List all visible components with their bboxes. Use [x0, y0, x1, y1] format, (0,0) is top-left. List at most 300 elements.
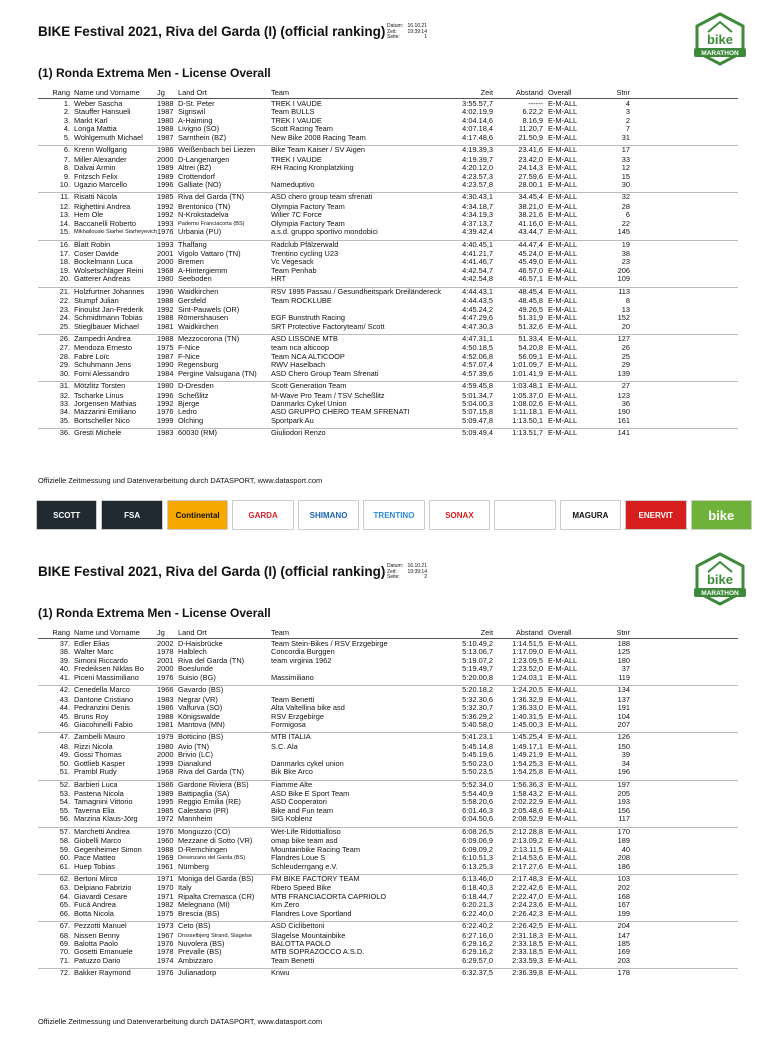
cell-rank: 40.	[59, 665, 70, 674]
cell-jg: 1988	[157, 314, 174, 323]
cell-overall: E-M-ALL	[548, 314, 578, 323]
cell-ort: Drosselbjerg Strand, Slagelse	[178, 932, 252, 939]
cell-name: Schuhmann Jens	[74, 361, 132, 370]
cell-jg: 2000	[157, 665, 174, 674]
cell-rank: 7.	[63, 155, 70, 164]
cell-overall: E-M-ALL	[548, 909, 578, 918]
cell-abstand: 2:05.48,6	[512, 806, 543, 815]
cell-zeit: 4:30.43,1	[462, 193, 493, 202]
cell-overall: E-M-ALL	[548, 429, 578, 438]
cell-stnr: 20	[621, 322, 630, 331]
cell-stnr: 119	[618, 673, 630, 682]
cell-abstand: 8.16,9	[522, 116, 543, 125]
cell-jg: 1976	[157, 969, 174, 978]
cell-team: Massimiliano	[271, 673, 314, 682]
table-row	[38, 173, 738, 181]
cell-team: MTB FRANCIACORTA CAPRIOLO	[271, 892, 387, 901]
cell-jg: 1988	[157, 712, 174, 721]
cell-rank: 60.	[59, 854, 70, 863]
cell-abstand: 1:36.32,9	[512, 695, 543, 704]
cell-name: Zampedri Andrea	[74, 334, 131, 343]
cell-abstand: 1:54.25,3	[512, 759, 543, 768]
cell-name: Stumpf Julian	[74, 297, 119, 306]
cell-overall: E-M-ALL	[548, 228, 578, 237]
cell-rank: 16.	[59, 240, 70, 249]
sponsor-logo: FSA	[101, 500, 162, 530]
cell-jg: 1987	[157, 133, 174, 142]
table-row	[38, 228, 738, 236]
cell-stnr: 208	[617, 854, 630, 863]
cell-zeit: 5:04.00,3	[462, 400, 493, 408]
cell-overall: E-M-ALL	[548, 733, 578, 742]
table-row	[38, 156, 738, 164]
cell-jg: 1976	[157, 228, 174, 237]
cell-team: TREK I VAUDE	[271, 155, 322, 164]
cell-overall: E-M-ALL	[548, 874, 578, 883]
cell-jg: 1975	[157, 909, 174, 918]
cell-rank: 68.	[59, 931, 70, 940]
cell-stnr: 25	[621, 352, 630, 361]
table-row	[38, 713, 738, 721]
cell-team: SRT Protective Factoryteam/ Scott	[271, 322, 385, 331]
cell-overall: E-M-ALL	[548, 352, 578, 361]
cell-overall: E-M-ALL	[548, 695, 578, 704]
cell-overall: E-M-ALL	[548, 287, 578, 296]
cell-rank: 46.	[59, 720, 70, 729]
col-jg: Jg	[157, 628, 165, 637]
cell-jg: 1984	[157, 369, 174, 378]
cell-jg: 1960	[157, 837, 174, 846]
table-row	[38, 323, 738, 331]
cell-abstand: 34.45,4	[518, 193, 543, 202]
cell-name: Balotta Paolo	[74, 940, 118, 948]
cell-abstand: 2:24.23,6	[512, 901, 543, 910]
cell-jg: 1983	[157, 695, 174, 704]
cell-abstand: 2:17.48,3	[512, 874, 543, 883]
cell-abstand: 1:23.09,5	[512, 656, 543, 665]
table-row	[38, 220, 738, 228]
cell-name: Baccanelli Roberto	[74, 219, 137, 228]
cell-jg: 1980	[157, 116, 174, 125]
cell-rank: 12.	[59, 202, 70, 211]
table-row	[38, 297, 738, 305]
cell-stnr: 150	[617, 742, 630, 751]
cell-ort: Mezzane di Sotto (VR)	[178, 837, 253, 846]
cell-name: Gegenheimer Simon	[74, 845, 142, 854]
cell-stnr: 26	[621, 344, 630, 353]
cell-rank: 61.	[59, 862, 70, 871]
cell-ort: Nürnberg	[178, 862, 209, 871]
cell-rank: 64.	[59, 892, 70, 901]
cell-ort: Livigno (SO)	[178, 125, 220, 134]
cell-name: Coser Davide	[74, 250, 119, 258]
cell-team: ASD Ciclibettoni	[271, 922, 325, 931]
cell-team: M-Wave Pro Team / TSV Scheßlitz	[271, 391, 385, 400]
cell-zeit: 5:50.23,0	[462, 759, 493, 768]
cell-name: Tscharke Linus	[74, 391, 124, 400]
cell-rank: 15.	[59, 228, 70, 237]
table-row	[38, 314, 738, 322]
col-rank: Rang	[52, 88, 70, 97]
cell-name: Bakker Raymond	[74, 969, 131, 978]
cell-zeit: 4:50.18,5	[462, 344, 493, 353]
cell-ort: Avio (TN)	[178, 742, 210, 751]
cell-ort: Negrar (VR)	[178, 695, 218, 704]
col-name: Name und Vorname	[74, 628, 140, 637]
cell-name: Walter Marc	[74, 648, 114, 657]
cell-zeit: 4:45.24,2	[462, 305, 493, 314]
table-row	[38, 344, 738, 352]
cell-jg: 1986	[157, 780, 174, 789]
cell-jg: 1993	[157, 219, 174, 228]
cell-ort: 60030 (RM)	[178, 429, 218, 438]
cell-name: Stauffer Hansueli	[74, 108, 131, 117]
cell-stnr: 180	[617, 656, 630, 665]
cell-ort: Gavardo (BS)	[178, 686, 224, 695]
cell-rank: 17.	[59, 250, 70, 258]
cell-ort: Gersfeld	[178, 297, 206, 306]
cell-name: Barbieri Luca	[74, 780, 118, 789]
cell-ort: Ledro	[178, 408, 197, 417]
cell-abstand: 46.57,1	[518, 275, 543, 284]
table-row	[38, 948, 738, 956]
cell-rank: 39.	[59, 656, 70, 665]
cell-zeit: 5:36.29,2	[462, 712, 493, 721]
cell-abstand: 1:08.02,6	[512, 400, 543, 408]
cell-jg: 1985	[157, 806, 174, 815]
cell-name: Righettini Andrea	[74, 202, 131, 211]
cell-zeit: 4:57.07,4	[462, 361, 493, 370]
cell-rank: 11.	[60, 193, 70, 202]
cell-zeit: 4:37.13,7	[462, 219, 493, 228]
cell-ort: Mantova (MN)	[178, 720, 225, 729]
cell-jg: 1981	[157, 322, 174, 331]
cell-jg: 1995	[157, 798, 174, 807]
cell-zeit: 4:34.18,7	[462, 202, 493, 211]
cell-abstand: 1:14.51,5	[512, 640, 543, 648]
cell-name: Forni Alessandro	[74, 369, 130, 378]
cell-stnr: 141	[617, 429, 630, 438]
cell-ort: Regensburg	[178, 361, 219, 370]
cell-ort: Sarnthein (BZ)	[178, 133, 227, 142]
cell-overall: E-M-ALL	[548, 391, 578, 400]
col-name: Name und Vorname	[74, 88, 140, 97]
cell-stnr: 134	[617, 686, 630, 695]
cell-overall: E-M-ALL	[548, 759, 578, 768]
col-overall: Overall	[548, 628, 572, 637]
cell-overall: E-M-ALL	[548, 400, 578, 408]
cell-stnr: 2	[625, 116, 630, 125]
cell-abstand: 2:22.47,0	[512, 892, 543, 901]
cell-rank: 51.	[59, 768, 70, 777]
cell-rank: 8.	[63, 164, 70, 173]
cell-zeit: 6:22.40,2	[462, 922, 493, 931]
cell-rank: 55.	[59, 806, 70, 815]
cell-rank: 23.	[59, 305, 70, 314]
cell-team: Alta Valtellina bike asd	[271, 704, 345, 713]
table-row	[38, 361, 738, 369]
table-row	[38, 674, 738, 682]
table-row	[38, 181, 738, 189]
cell-jg: 1980	[157, 275, 174, 284]
cell-rank: 49.	[59, 751, 70, 760]
cell-stnr: 19	[621, 240, 630, 249]
table-row	[38, 827, 738, 837]
cell-team: Bik Bke Arco	[271, 768, 313, 777]
cell-overall: E-M-ALL	[548, 768, 578, 777]
cell-ort: Weißenbach bei Liezen	[178, 146, 256, 155]
cell-team: TREK I VAUDE	[271, 116, 322, 125]
cell-abstand: 2:33.18,5	[512, 940, 543, 948]
table-row	[38, 117, 738, 125]
cell-abstand: 1:05.37,0	[512, 391, 543, 400]
cell-overall: E-M-ALL	[548, 275, 578, 284]
cell-ort: Reggio Emilia (RE)	[178, 798, 241, 807]
cell-rank: 21.	[59, 287, 70, 296]
cell-abstand: 2:17.27,6	[512, 862, 543, 871]
cell-overall: E-M-ALL	[548, 361, 578, 370]
cell-stnr: 17	[621, 146, 630, 155]
cell-jg: 1989	[157, 172, 174, 181]
cell-stnr: 203	[617, 956, 630, 965]
cell-ort: Ripalta Cremasca (CR)	[178, 892, 255, 901]
cell-abstand: 2:26.42,5	[512, 922, 543, 931]
cell-name: Gossi Thomas	[74, 751, 122, 760]
meta-value: 2	[424, 574, 427, 580]
table-row	[38, 108, 738, 116]
cell-team: RH Racing Kronplatzking	[271, 164, 354, 173]
cell-stnr: 156	[617, 806, 630, 815]
cell-abstand: 1:23.52,0	[512, 665, 543, 674]
table-row	[38, 258, 738, 266]
cell-abstand: 2:36.39,8	[512, 969, 543, 978]
cell-name: Cenedella Marco	[74, 686, 130, 695]
cell-overall: E-M-ALL	[548, 133, 578, 142]
cell-zeit: 5:19.07,2	[462, 656, 493, 665]
cell-name: Gatterer Andreas	[74, 275, 131, 284]
cell-team: Mountainbike Racing Team	[271, 845, 361, 854]
cell-team: Bike and Fun team	[271, 806, 334, 815]
cell-name: Mazzarini Emiliano	[74, 408, 137, 417]
col-team: Team	[271, 628, 290, 637]
cell-rank: 52.	[59, 780, 70, 789]
cell-ort: Waidkirchen	[178, 322, 219, 331]
cell-rank: 57.	[59, 827, 70, 836]
cell-zeit: 4:23.57,8	[462, 180, 493, 189]
cell-stnr: 137	[617, 695, 630, 704]
cell-stnr: 8	[625, 297, 630, 306]
cell-team: team virginia 1962	[271, 656, 332, 665]
cell-zeit: 4:19.39,3	[462, 146, 493, 155]
cell-ort: Königswalde	[178, 712, 220, 721]
cell-team: RSV Erzgebirge	[271, 712, 324, 721]
cell-team: RSV 1895 Passau / Gesundheitspark Dreiländereck	[271, 287, 442, 296]
cell-jg: 1992	[157, 305, 174, 314]
cell-overall: E-M-ALL	[548, 211, 578, 220]
cell-rank: 69.	[59, 940, 70, 948]
cell-team: S.C. Ala	[271, 742, 298, 751]
col-stnr: Stnr	[616, 88, 630, 97]
cell-abstand: 45.24,0	[518, 250, 543, 258]
cell-abstand: 56.09,1	[518, 352, 543, 361]
table-row	[38, 704, 738, 712]
cell-abstand: 1:45.25,4	[512, 733, 543, 742]
cell-ort: Italy	[178, 884, 192, 893]
cell-team: Olympia Factory Team	[271, 202, 345, 211]
cell-jg: 1973	[157, 922, 174, 931]
svg-text:bike: bike	[706, 32, 734, 47]
meta-label: Seite:	[387, 574, 400, 580]
cell-zeit: 6:18.44,7	[462, 892, 493, 901]
cell-ort: D-Langenargen	[178, 155, 230, 164]
col-jg: Jg	[157, 88, 165, 97]
cell-team: Olympia Factory Team	[271, 219, 345, 228]
cell-stnr: 15	[621, 172, 630, 181]
cell-overall: E-M-ALL	[548, 369, 578, 378]
cell-stnr: 145	[617, 228, 630, 237]
cell-jg: 1999	[157, 759, 174, 768]
table-row	[38, 381, 738, 391]
cell-stnr: 193	[617, 798, 630, 807]
table-row	[38, 921, 738, 931]
cell-ort: Ambizzaro	[178, 956, 213, 965]
cell-abstand: 1:40.31,5	[512, 712, 543, 721]
cell-team: Rbero Speed Bike	[271, 884, 331, 893]
cell-overall: E-M-ALL	[548, 164, 578, 173]
cell-abstand: 28.00,1	[518, 180, 543, 189]
cell-abstand: 38.21,6	[518, 211, 543, 220]
cell-jg: 1968	[157, 266, 174, 275]
cell-jg: 1971	[157, 892, 174, 901]
cell-stnr: 205	[617, 790, 630, 798]
page-title: BIKE Festival 2021, Riva del Garda (I) (official ranking)	[38, 24, 386, 39]
cell-name: Fabre Loïc	[74, 352, 110, 361]
cell-jg: 1992	[157, 400, 174, 408]
cell-stnr: 189	[617, 837, 630, 846]
table-row	[38, 100, 738, 108]
cell-abstand: 6.22,2	[522, 108, 543, 117]
cell-rank: 54.	[59, 798, 70, 807]
cell-rank: 28.	[59, 352, 70, 361]
results-table	[38, 640, 738, 979]
table-row	[38, 640, 738, 648]
cell-jg: 1996	[157, 287, 174, 296]
cell-ort: Mannheim	[178, 815, 213, 824]
cell-ort: Gardone Riviera (BS)	[178, 780, 249, 789]
cell-jg: 1974	[157, 956, 174, 965]
cell-overall: E-M-ALL	[548, 673, 578, 682]
cell-ort: F-Nice	[178, 344, 200, 353]
table-row	[38, 968, 738, 978]
table-row	[38, 846, 738, 854]
cell-zeit: 3:55.57,7	[462, 100, 493, 108]
table-row	[38, 854, 738, 862]
cell-overall: E-M-ALL	[548, 266, 578, 275]
bike-marathon-logo	[692, 552, 748, 608]
cell-rank: 19.	[59, 266, 70, 275]
page-title: BIKE Festival 2021, Riva del Garda (I) (official ranking)	[38, 564, 386, 579]
cell-name: Mikhailouski Siarhei Siarheyevich	[74, 229, 158, 236]
results-table	[38, 100, 738, 439]
cell-zeit: 6:20.21,3	[462, 901, 493, 910]
cell-ort: N-Krokstadelva	[178, 211, 229, 220]
cell-name: Gottlieb Kasper	[74, 759, 125, 768]
cell-name: Ugazio Marcello	[74, 180, 127, 189]
cell-team: Sportpark Au	[271, 416, 314, 425]
cell-abstand: 1:03.48,1	[512, 382, 543, 391]
table-row	[38, 250, 738, 258]
table-row	[38, 428, 738, 438]
cell-jg: 1978	[157, 948, 174, 957]
cell-name: Marchetti Andrea	[74, 827, 130, 836]
cell-jg: 1987	[157, 108, 174, 117]
cell-jg: 1975	[157, 344, 174, 353]
cell-team: Wet-Life Ridottialloso	[271, 827, 341, 836]
cell-stnr: 12	[621, 164, 630, 173]
cell-overall: E-M-ALL	[548, 382, 578, 391]
cell-stnr: 27	[621, 382, 630, 391]
cell-name: Risatti Nicola	[74, 193, 118, 202]
cell-ort: Scheßlitz	[178, 391, 209, 400]
cell-stnr: 4	[625, 100, 630, 108]
table-row	[38, 203, 738, 211]
col-zeit: Zeit	[480, 628, 493, 637]
cell-team: Trentino cycling U23	[271, 250, 339, 258]
sponsor-logo: GARDA	[232, 500, 293, 530]
cell-team: Concordia Burggen	[271, 648, 335, 657]
cell-rank: 42.	[59, 686, 70, 695]
cell-jg: 1976	[157, 940, 174, 948]
col-team: Team	[271, 88, 290, 97]
cell-zeit: 5:19.49,7	[462, 665, 493, 674]
cell-stnr: 147	[617, 931, 630, 940]
cell-jg: 1996	[157, 391, 174, 400]
cell-jg: 1981	[157, 720, 174, 729]
cell-stnr: 7	[625, 125, 630, 134]
meta-value: 19:39:14	[407, 28, 427, 35]
cell-abstand: 2:02.22,9	[512, 798, 543, 807]
section-title: (1) Ronda Extrema Men - License Overall	[38, 66, 271, 80]
cell-stnr: 37	[621, 665, 630, 674]
table-row	[38, 685, 738, 695]
result-page-1	[0, 0, 768, 523]
cell-team: Giuliodori Renzo	[271, 429, 326, 438]
cell-overall: E-M-ALL	[548, 240, 578, 249]
cell-team: Formigosa	[271, 720, 306, 729]
sponsor-logo: MAGURA	[560, 500, 621, 530]
cell-abstand: ------	[528, 100, 543, 108]
cell-overall: E-M-ALL	[548, 940, 578, 948]
cell-team: New Bike 2008 Racing Team	[271, 133, 366, 142]
cell-rank: 45.	[59, 712, 70, 721]
cell-team: Wilier 7C Force	[271, 211, 322, 220]
cell-abstand: 1:24.20,5	[512, 686, 543, 695]
table-row	[38, 211, 738, 219]
cell-name: Bortscheller Nico	[74, 416, 130, 425]
cell-ort: Vigolo Vattaro (TN)	[178, 250, 241, 258]
cell-zeit: 4:41.46,7	[462, 258, 493, 267]
cell-overall: E-M-ALL	[548, 780, 578, 789]
cell-ort: Paderno Franciacorta (BS)	[178, 220, 245, 227]
cell-abstand: 44.47,4	[518, 240, 543, 249]
cell-jg: 1985	[157, 193, 174, 202]
cell-zeit: 6:09.06,9	[462, 837, 493, 846]
cell-ort: Brivio (LC)	[178, 751, 213, 760]
cell-jg: 1992	[157, 211, 174, 220]
cell-stnr: 178	[617, 969, 630, 978]
cell-jg: 1971	[157, 874, 174, 883]
cell-abstand: 1:58.43,2	[512, 790, 543, 798]
